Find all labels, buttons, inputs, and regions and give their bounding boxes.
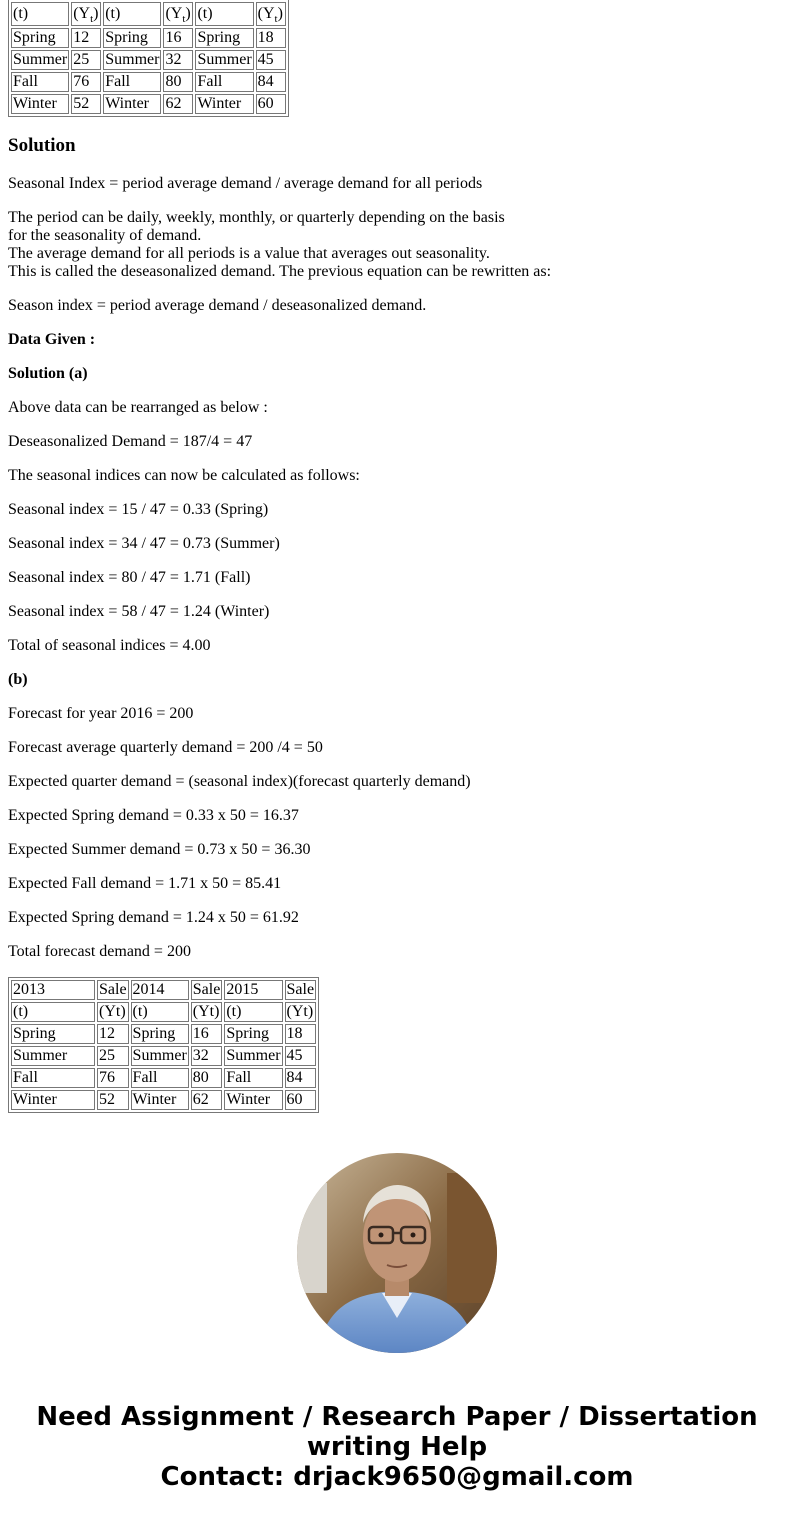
explanation-paragraph (8, 209, 788, 281)
table-cell: 16 (191, 1024, 223, 1044)
table-row (11, 94, 286, 114)
table-cell: 2013 (11, 980, 95, 1000)
table-cell: 80 (163, 72, 193, 92)
expected-summer: Expected Summer demand = 0.73 x 50 = 36.30 (8, 841, 311, 858)
table-cell: (Yt) (285, 1002, 317, 1022)
seasonal-index-summer: Seasonal index = 34 / 47 = 0.73 (Summer) (8, 535, 280, 552)
rearranged-text: Above data can be rearranged as below : (8, 399, 268, 416)
table-cell: $(Y_t)$ (71, 2, 101, 26)
table-cell: Summer (226, 1047, 281, 1064)
data-given-label: Data Given : (8, 331, 96, 348)
table-cell: 62 (191, 1090, 223, 1110)
table-cell: Fall (11, 72, 69, 92)
expected-winter: Expected Spring demand = 1.24 x 50 = 61.92 (8, 909, 299, 926)
table-cell: 80 (191, 1068, 223, 1088)
table-cell: Summer (197, 51, 252, 68)
table-row (11, 50, 286, 70)
table-cell: Fall (195, 72, 253, 92)
table-cell: Fall (103, 72, 161, 92)
table-cell: Summer (11, 1046, 95, 1066)
table-cell: Sale (192, 981, 221, 998)
table-header-row (11, 2, 286, 26)
deseasonalized-text: Deseasonalized Demand = 187/4 = 47 (8, 433, 253, 450)
table-cell: 18 (285, 1024, 317, 1044)
table-cell: Spring (224, 1024, 282, 1044)
top-data-table (8, 0, 289, 117)
author-portrait-image (297, 1153, 497, 1353)
explanation-line: This is called the deseasonalized demand. The previous equation can be rewritten as: (8, 263, 552, 280)
table-cell: 84 (285, 1068, 317, 1088)
table-row (11, 1068, 316, 1088)
table-cell: 16 (163, 28, 193, 48)
seasonal-index-fall: Seasonal index = 80 / 47 = 1.71 (Fall) (8, 569, 251, 586)
explanation-line: for the seasonality of demand. (8, 227, 202, 244)
table-cell: 32 (163, 50, 193, 70)
table-cell: Winter (131, 1090, 189, 1110)
table-cell: (t) (195, 2, 253, 26)
table-cell: (t) (103, 2, 161, 26)
table-cell: Sale (99, 981, 127, 998)
table-cell: Winter (11, 1090, 95, 1110)
table-cell: Spring (11, 28, 69, 48)
table-cell: (t) (11, 1002, 95, 1022)
table-cell: $(Y_t)$ (256, 2, 286, 26)
solution-heading: Solution (8, 135, 76, 156)
top-table-wrapper (8, 0, 788, 117)
forecast-average: Forecast average quarterly demand = 200 /4 = 50 (8, 739, 323, 756)
promo-contact: Contact: drjack9650@gmail.com (160, 1462, 634, 1492)
table-cell: 2015 (224, 980, 282, 1000)
table-cell: Summer (13, 51, 68, 68)
table-row (11, 72, 286, 92)
total-forecast: Total forecast demand = 200 (8, 943, 191, 960)
indices-total: Total of seasonal indices = 4.00 (8, 637, 211, 654)
table-cell: 52 (71, 94, 101, 114)
table-cell: 76 (71, 72, 101, 92)
part-b-label: (b) (8, 671, 28, 688)
document-body (8, 0, 788, 1113)
seasonal-index-spring: Seasonal index = 15 / 47 = 0.33 (Spring) (8, 501, 269, 518)
table-cell: Summer (105, 51, 160, 68)
table-cell: 45 (285, 1046, 317, 1066)
table-cell: Spring (195, 28, 253, 48)
table-row (11, 1046, 316, 1066)
expected-fall: Expected Fall demand = 1.71 x 50 = 85.41 (8, 875, 282, 892)
table-cell: Spring (11, 1024, 95, 1044)
table-cell: Spring (131, 1024, 189, 1044)
author-avatar (297, 1153, 497, 1353)
part-a-label: Solution (a) (8, 365, 88, 382)
table-cell: 25 (71, 50, 101, 70)
promo-line: Need Assignment / Research Paper / Dissertation (36, 1402, 758, 1432)
table-cell: 52 (97, 1090, 129, 1110)
table-cell: 12 (71, 28, 101, 48)
promo-banner (0, 1402, 794, 1492)
definition-text: Seasonal Index = period average demand / average demand for all periods (8, 175, 483, 192)
table-row (11, 980, 316, 1000)
table-cell: Winter (11, 94, 69, 114)
table-cell: (t) (131, 1002, 189, 1022)
table-cell: (t) (11, 2, 69, 26)
table-cell: (Yt) (97, 1002, 129, 1022)
forecast-year: Forecast for year 2016 = 200 (8, 705, 194, 722)
indices-intro: The seasonal indices can now be calculated as follows: (8, 467, 360, 484)
bottom-data-table (8, 977, 319, 1113)
seasonal-index-winter: Seasonal index = 58 / 47 = 1.24 (Winter) (8, 603, 270, 620)
table-cell: 12 (97, 1024, 129, 1044)
table-cell: 84 (256, 72, 286, 92)
table-cell: 25 (97, 1046, 129, 1066)
table-cell: Winter (103, 94, 161, 114)
expected-formula: Expected quarter demand = (seasonal index)(forecast quarterly demand) (8, 773, 471, 790)
rewritten-equation: Season index = period average demand / deseasonalized demand. (8, 297, 427, 314)
table-cell: Winter (224, 1090, 282, 1110)
table-cell: 76 (97, 1068, 129, 1088)
expected-spring: Expected Spring demand = 0.33 x 50 = 16.37 (8, 807, 299, 824)
table-cell: Fall (224, 1068, 282, 1088)
table-row (11, 28, 286, 48)
table-cell: 18 (256, 28, 286, 48)
table-cell: Summer (132, 1047, 187, 1064)
table-row (11, 1090, 316, 1110)
table-cell: $(Y_t)$ (163, 2, 193, 26)
table-cell: Winter (195, 94, 253, 114)
table-row (11, 1002, 316, 1022)
explanation-line: The period can be daily, weekly, monthly, or quarterly depending on the basis (8, 209, 505, 226)
table-cell: Fall (11, 1068, 95, 1088)
table-cell: 60 (256, 94, 286, 114)
explanation-line: The average demand for all periods is a value that averages out seasonality. (8, 245, 490, 262)
table-cell: (Yt) (191, 1002, 223, 1022)
table-row (11, 1024, 316, 1044)
table-cell: 62 (163, 94, 193, 114)
table-cell: 2014 (131, 980, 189, 1000)
table-cell: 32 (191, 1046, 223, 1066)
table-cell: 45 (256, 50, 286, 70)
table-cell: Fall (131, 1068, 189, 1088)
table-cell: Spring (103, 28, 161, 48)
promo-line: writing Help (306, 1432, 488, 1462)
table-cell: Sale (286, 981, 315, 998)
table-cell: 60 (285, 1090, 317, 1110)
table-cell: (t) (224, 1002, 282, 1022)
